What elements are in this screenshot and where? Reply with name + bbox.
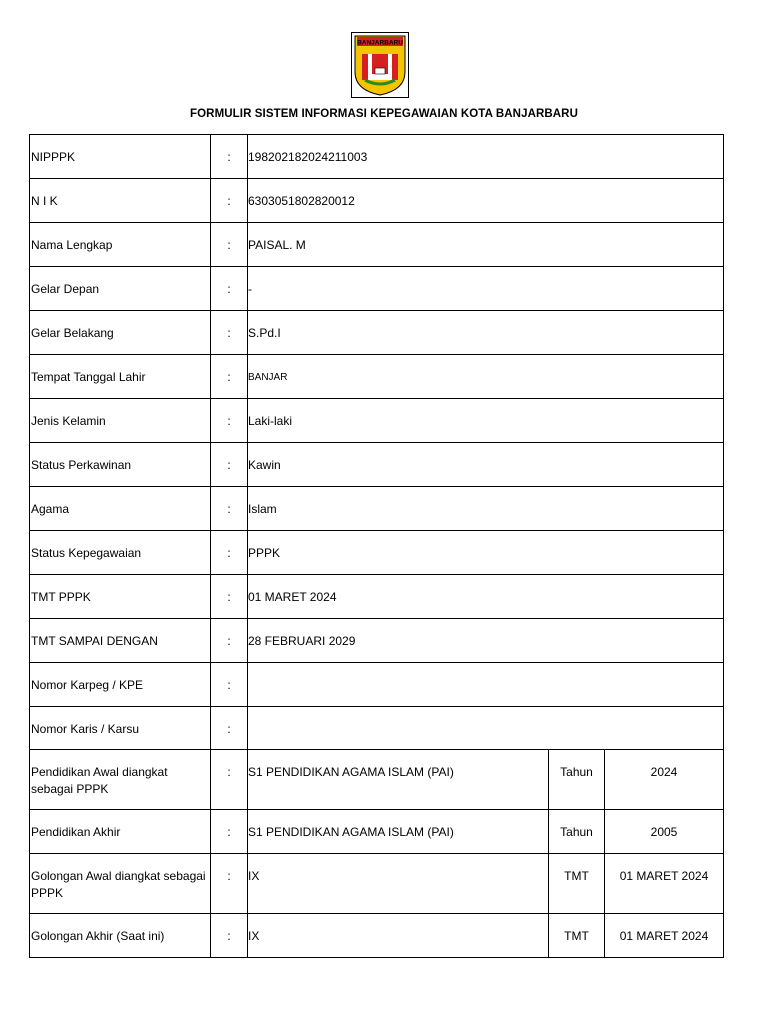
field-row-tmt-pppk bbox=[30, 575, 724, 619]
field-row-gelar-depan bbox=[30, 267, 724, 311]
field-colon: : bbox=[211, 179, 248, 223]
field-label: Gelar Belakang bbox=[30, 311, 211, 355]
form-title: FORMULIR SISTEM INFORMASI KEPEGAWAIAN KOTA BANJARBARU bbox=[190, 108, 578, 120]
field-value bbox=[248, 663, 724, 707]
field-label: TMT PPPK bbox=[30, 575, 211, 619]
field-colon: : bbox=[211, 135, 248, 179]
employee-info-table bbox=[29, 134, 724, 958]
field-colon: : bbox=[211, 267, 248, 311]
sub-value: 01 MARET 2024 bbox=[605, 914, 724, 958]
field-label: Pendidikan Awal diangkat sebagai PPPK bbox=[30, 750, 211, 810]
field-value: Kawin bbox=[248, 443, 724, 487]
field-value: 198202182024211003 bbox=[248, 135, 724, 179]
field-value: PPPK bbox=[248, 531, 724, 575]
field-colon: : bbox=[211, 707, 248, 750]
employee-info-body bbox=[30, 135, 724, 958]
field-label: Jenis Kelamin bbox=[30, 399, 211, 443]
sub-label: Tahun bbox=[549, 810, 605, 854]
field-value: Laki-laki bbox=[248, 399, 724, 443]
field-label: Pendidikan Akhir bbox=[30, 810, 211, 854]
field-value: S1 PENDIDIKAN AGAMA ISLAM (PAI) bbox=[248, 810, 549, 854]
field-colon: : bbox=[211, 443, 248, 487]
field-label: Agama bbox=[30, 487, 211, 531]
field-colon: : bbox=[211, 531, 248, 575]
field-label: N I K bbox=[30, 179, 211, 223]
field-row-golongan-akhir bbox=[30, 914, 724, 958]
field-colon: : bbox=[211, 575, 248, 619]
sub-value: 2024 bbox=[605, 750, 724, 810]
field-row-tempat-tanggal-lahir bbox=[30, 355, 724, 399]
sub-value: 01 MARET 2024 bbox=[605, 854, 724, 914]
field-value bbox=[248, 707, 724, 750]
field-row-pendidikan-awal bbox=[30, 750, 724, 810]
field-label: Golongan Akhir (Saat ini) bbox=[30, 914, 211, 958]
field-label: Tempat Tanggal Lahir bbox=[30, 355, 211, 399]
field-colon: : bbox=[211, 914, 248, 958]
field-row-nama-lengkap bbox=[30, 223, 724, 267]
field-row-nomor-karpeg bbox=[30, 663, 724, 707]
field-value: Islam bbox=[248, 487, 724, 531]
field-label: Nama Lengkap bbox=[30, 223, 211, 267]
field-row-nomor-karis bbox=[30, 707, 724, 750]
field-value: 01 MARET 2024 bbox=[248, 575, 724, 619]
field-value: S1 PENDIDIKAN AGAMA ISLAM (PAI) bbox=[248, 750, 549, 810]
field-row-jenis-kelamin bbox=[30, 399, 724, 443]
field-label: Gelar Depan bbox=[30, 267, 211, 311]
field-value: S.Pd.I bbox=[248, 311, 724, 355]
field-label: NIPPPK bbox=[30, 135, 211, 179]
field-value: IX bbox=[248, 914, 549, 958]
field-row-nipppk bbox=[30, 135, 724, 179]
field-colon: : bbox=[211, 355, 248, 399]
field-row-pendidikan-akhir bbox=[30, 810, 724, 854]
field-colon: : bbox=[211, 311, 248, 355]
field-value: PAISAL. M bbox=[248, 223, 724, 267]
field-colon: : bbox=[211, 810, 248, 854]
field-row-status-kepegawaian bbox=[30, 531, 724, 575]
sub-value: 2005 bbox=[605, 810, 724, 854]
field-label: TMT SAMPAI DENGAN bbox=[30, 619, 211, 663]
field-colon: : bbox=[211, 750, 248, 810]
field-colon: : bbox=[211, 399, 248, 443]
sub-label: Tahun bbox=[549, 750, 605, 810]
field-colon: : bbox=[211, 663, 248, 707]
field-row-tmt-sampai-dengan bbox=[30, 619, 724, 663]
field-row-golongan-awal bbox=[30, 854, 724, 914]
field-row-status-perkawinan bbox=[30, 443, 724, 487]
sub-label: TMT bbox=[549, 854, 605, 914]
field-row-nik bbox=[30, 179, 724, 223]
field-colon: : bbox=[211, 487, 248, 531]
field-value: 6303051802820012 bbox=[248, 179, 724, 223]
field-value: - bbox=[248, 267, 724, 311]
emblem-text: BANJARBARU bbox=[357, 39, 403, 47]
field-row-gelar-belakang bbox=[30, 311, 724, 355]
field-colon: : bbox=[211, 223, 248, 267]
field-label: Golongan Awal diangkat sebagai PPPK bbox=[30, 854, 211, 914]
field-colon: : bbox=[211, 854, 248, 914]
field-value: BANJAR bbox=[248, 355, 724, 399]
field-value: IX bbox=[248, 854, 549, 914]
field-colon: : bbox=[211, 619, 248, 663]
field-label: Status Perkawinan bbox=[30, 443, 211, 487]
sub-label: TMT bbox=[549, 914, 605, 958]
field-row-agama bbox=[30, 487, 724, 531]
field-label: Nomor Karis / Karsu bbox=[30, 707, 211, 750]
banjarbaru-emblem-logo bbox=[351, 32, 409, 98]
field-value: 28 FEBRUARI 2029 bbox=[248, 619, 724, 663]
field-label: Nomor Karpeg / KPE bbox=[30, 663, 211, 707]
field-label: Status Kepegawaian bbox=[30, 531, 211, 575]
